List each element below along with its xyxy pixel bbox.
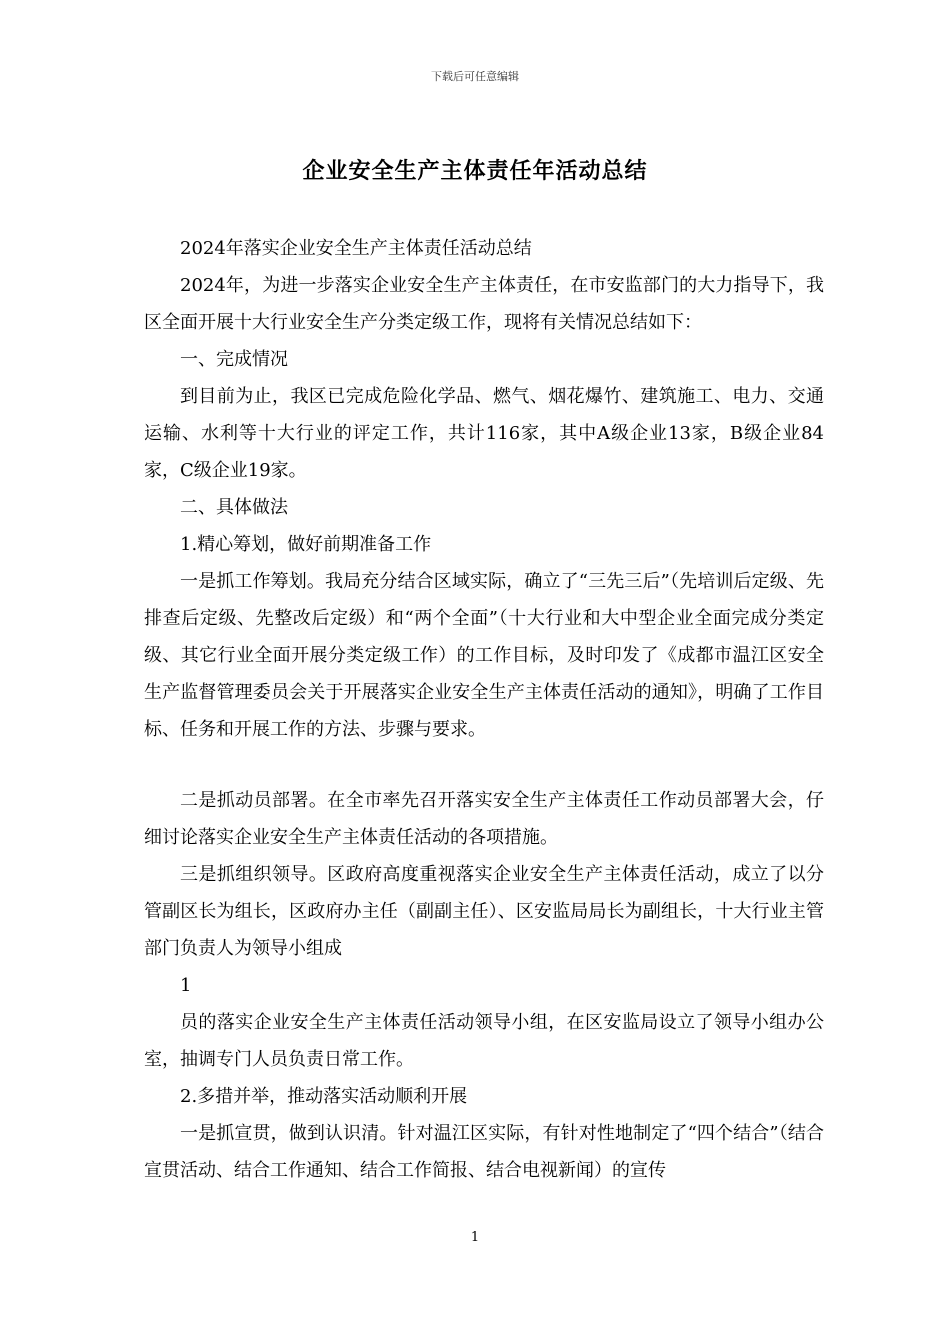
section-heading-methods: 二、具体做法 <box>180 497 288 518</box>
paragraph-intro: 2024年，为进一步落实企业安全生产主体责任，在市安监部门的大力指导下，我区全面开展十大行业安全生产分类定级工作，现将有关情况总结如下： <box>144 275 824 333</box>
paragraph-publicity: 一是抓宣贯，做到认识清。针对温江区实际，有针对性地制定了“四个结合”（结合宣贯活动、结合工作通知、结合工作简报、结合电视新闻）的宣传 <box>144 1123 824 1181</box>
paragraph-subtitle: 2024年落实企业安全生产主体责任活动总结 <box>180 238 532 259</box>
subheading-preparation: 1.精心筹划，做好前期准备工作 <box>180 534 432 555</box>
subheading-measures: 2.多措并举，推动落实活动顺利开展 <box>180 1086 468 1107</box>
paragraph-leadership: 三是抓组织领导。区政府高度重视落实企业安全生产主体责任活动，成立了以分管副区长为组长，区政府办主任（副副主任）、区安监局局长为副组长，十大行业主管部门负责人为领导小组成 <box>144 864 824 959</box>
header-note: 下载后可任意编辑 <box>431 70 519 83</box>
inline-page-number: 1 <box>180 975 192 996</box>
document-title: 企业安全生产主体责任年活动总结 <box>302 158 648 184</box>
paragraph-planning: 一是抓工作筹划。我局充分结合区域实际，确立了“三先三后”（先培训后定级、先排查后定级、先整改后定级）和“两个全面”（十大行业和大中型企业全面完成分类定级、其它行业全面开展分类定级工作）的工作目标，及时印发了《成都市温江区安全生产监督管理委员会关于开展落实企业安全生产主体责任活动的通知》，明确了工作目标、任务和开展工作的方法、步骤与要求。 <box>144 571 824 740</box>
footer-page-number: 1 <box>470 1230 480 1245</box>
document-body <box>144 230 824 1189</box>
paragraph-leadership-continued: 员的落实企业安全生产主体责任活动领导小组，在区安监局设立了领导小组办公室，抽调专门人员负责日常工作。 <box>144 1012 824 1070</box>
paragraph-completion: 到目前为止，我区已完成危险化学品、燃气、烟花爆竹、建筑施工、电力、交通运输、水利等十大行业的评定工作，共计116家，其中A级企业13家，B级企业84家，C级企业19家。 <box>144 386 824 481</box>
paragraph-gap <box>144 748 824 782</box>
section-heading-completion: 一、完成情况 <box>180 349 288 370</box>
paragraph-mobilization: 二是抓动员部署。在全市率先召开落实安全生产主体责任工作动员部署大会，仔细讨论落实企业安全生产主体责任活动的各项措施。 <box>144 790 824 848</box>
